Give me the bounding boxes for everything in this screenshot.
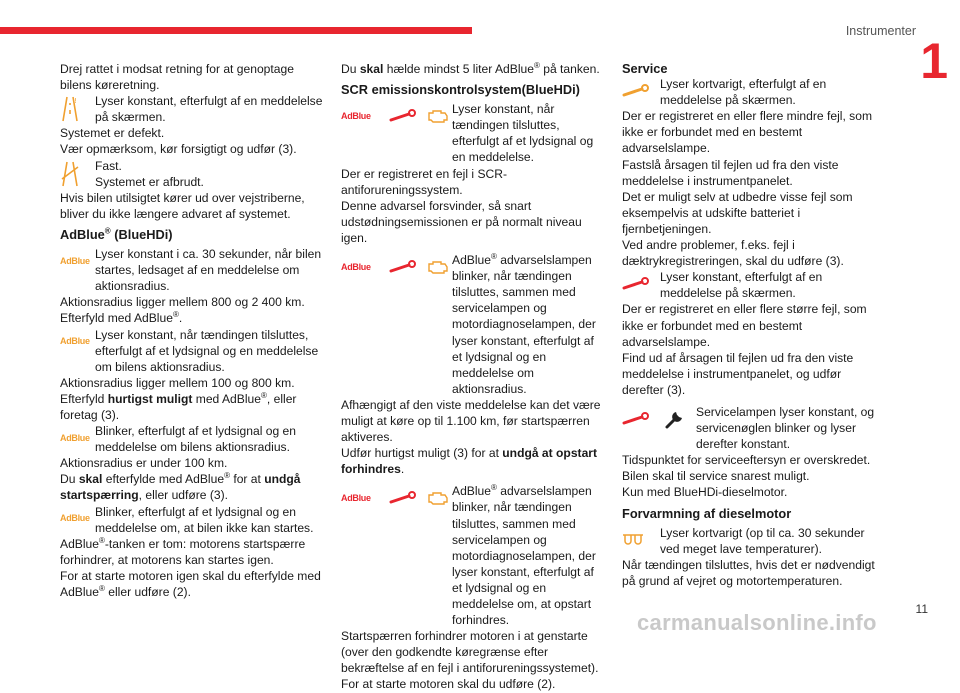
paragraph: Drej rattet i modsat retning for at genoptage bilens køreretning. [60, 62, 294, 93]
paragraph: Lyser konstant i ca. 30 sekunder, når bilen startes, ledsaget af en meddelelse om aktionsradius. [95, 247, 322, 294]
wrench-icon [389, 109, 419, 123]
paragraph: Lyser konstant, efterfulgt af en meddelelse på skærmen. [95, 94, 323, 125]
paragraph: For at starte motoren igen skal du efterfylde med AdBlue® eller udføre (2). [60, 568, 321, 599]
wrench-icon [389, 491, 419, 505]
paragraph: Systemet er afbrudt. [95, 174, 204, 189]
paragraph: Aktionsradius er under 100 km. [60, 456, 228, 471]
warning-row [622, 404, 884, 452]
paragraph: Fast. [95, 158, 122, 173]
column-2 [341, 61, 606, 693]
paragraph: Hvis bilen utilsigtet kører ud over vejstriberne, bliver du ikke længere advaret af systemet. [60, 190, 305, 221]
paragraph: Lyser konstant, efterfulgt af en meddelelse på skærmen. [660, 270, 823, 301]
warning-row [60, 327, 326, 375]
warning-row [622, 76, 884, 108]
paragraph: Der er registreret en fejl i SCR-antiforureningssystem. [341, 166, 507, 197]
warning-row [341, 101, 606, 165]
paragraph: Aktionsradius ligger mellem 100 og 800 km. [60, 375, 295, 390]
paragraph: Når tændingen tilsluttes, hvis det er nødvendigt på grund af vejret og motortemperaturen. [622, 557, 875, 588]
paragraph: Du skal hælde mindst 5 liter AdBlue® på tanken. [341, 60, 600, 76]
spanner-icon [664, 408, 686, 430]
warning-row [622, 269, 884, 301]
lane-departure-off-icon [60, 158, 80, 188]
paragraph: Aktionsradius ligger mellem 800 og 2 400 km. [60, 295, 305, 310]
column-1 [60, 61, 326, 600]
service-icon-group [622, 404, 686, 434]
service-wrench-icon [622, 269, 652, 299]
paragraph: Ved andre problemer, f.eks. fejl i dæktrykregistreringen, skal du udføre (3). [622, 238, 844, 269]
engine-icon [427, 259, 449, 275]
paragraph: Startspærren forhindrer motoren i at genstarte (over den godkendte køregrænse efter bekræftelse af en fejl i antiforureningssystemet). [341, 629, 599, 676]
engine-icon [427, 490, 449, 506]
adblue-icon: AdBlue [341, 261, 371, 272]
scr-icon-group [341, 101, 449, 131]
wrench-icon [389, 260, 419, 274]
watermark: carmanualsonline.info [637, 610, 877, 635]
page-number: 11 [915, 602, 928, 616]
paragraph: Du skal efterfylde med AdBlue® for at undgå startspærring, eller udføre (3). [60, 471, 301, 503]
adblue-icon: AdBlue [341, 111, 371, 122]
adblue-icon: AdBlue [60, 433, 90, 444]
paragraph: Der er registreret en eller flere mindre fejl, som ikke er forbundet med en bestemt advarselslampe. [622, 109, 873, 156]
warning-row [60, 158, 326, 190]
paragraph: Der er registreret en eller flere større fejl, som ikke er forbundet med en bestemt advarselslampe. [622, 302, 867, 349]
paragraph: Lyser konstant, når tændingen tilsluttes, efterfulgt af et lydsignal og en meddelelse om bilens aktionsradius. [95, 327, 319, 374]
paragraph: Find ud af årsagen til fejlen ud fra den viste meddelelse i instrumentpanelet, og udfør derefter (3). [622, 350, 854, 397]
paragraph: Det er muligt selv at udbedre visse fejl som eksempelvis at udskifte batteriet i fjernbetjeningen. [622, 189, 853, 236]
paragraph: AdBlue®-tanken er tom: motorens startspærre forhindrer, at motorens kan startes igen. [60, 535, 306, 567]
paragraph: Kun med BlueHDi-dieselmotor. [622, 485, 788, 500]
column-3 [622, 61, 884, 589]
section-heading: AdBlue® (BlueHDi) [60, 226, 173, 242]
warning-row [60, 423, 326, 455]
paragraph: Lyser kortvarigt (op til ca. 30 sekunder ved meget lave temperaturer). [660, 525, 865, 556]
glow-plug-icon [622, 525, 644, 555]
warning-row [341, 483, 606, 628]
paragraph: Servicelampen lyser konstant, og servicenøglen blinker og lyser derefter konstant. [696, 404, 875, 452]
paragraph: Fastslå årsagen til fejlen ud fra den viste meddelelse i instrumentpanelet. [622, 157, 839, 188]
warning-row [60, 504, 326, 536]
section-heading: Service [622, 61, 668, 76]
engine-icon [427, 108, 449, 124]
paragraph: Bilen skal til service snarest muligt. [622, 469, 810, 484]
paragraph: AdBlue® advarselslampen blinker, når tændingen tilsluttes, sammen med servicelampen og motordiagnoselampen, der lyser konstant, efterfulgt af et lydsignal og en meddelelse om aktionsradius. [452, 252, 596, 396]
header-accent-bar [0, 27, 472, 34]
adblue-icon: AdBlue [60, 336, 90, 347]
svg-text:!: ! [74, 97, 77, 106]
paragraph: Systemet er defekt. [60, 126, 165, 141]
section-title: Instrumenter [845, 24, 916, 38]
warning-row [60, 246, 326, 294]
paragraph: Efterfyld med AdBlue®. [60, 310, 183, 326]
paragraph: Udfør hurtigst muligt (3) for at undgå at opstart forhindres. [341, 446, 598, 477]
paragraph: Lyser konstant, når tændingen tilsluttes, efterfulgt af et lydsignal og en meddelelse. [452, 102, 594, 165]
lane-departure-icon [60, 93, 80, 123]
paragraph: AdBlue® advarselslampen blinker, når tændingen tilsluttes, sammen med servicelampen og motordiagnoselampen, der lyser konstant, efterfulgt af et lydsignal og en meddelelse om, at opstart forhindres. [452, 483, 596, 628]
warning-row [60, 93, 326, 125]
service-wrench-icon [622, 76, 652, 106]
chapter-number: 1 [920, 33, 948, 89]
adblue-icon: AdBlue [60, 513, 90, 524]
paragraph: Vær opmærksom, kør forsigtigt og udfør (3). [60, 142, 297, 157]
paragraph: Efterfyld hurtigst muligt med AdBlue®, eller foretag (3). [60, 390, 297, 422]
adblue-icon: AdBlue [341, 493, 371, 504]
paragraph: Blinker, efterfulgt af et lydsignal og en meddelelse om bilens aktionsradius. [95, 424, 297, 455]
paragraph: Afhængigt af den viste meddelelse kan det være muligt at køre op til 1.100 km, før startspærren aktiveres. [341, 397, 601, 445]
paragraph: For at starte motoren skal du udføre (2). [341, 677, 556, 692]
section-heading: Forvarmning af dieselmotor [622, 505, 792, 521]
warning-row [622, 525, 884, 557]
scr-icon-group [341, 252, 449, 282]
section-heading: SCR emissionskontrolsystem(BlueHDi) [341, 82, 580, 98]
adblue-icon: AdBlue [60, 255, 90, 266]
paragraph: Lyser kortvarigt, efterfulgt af en meddelelse på skærmen. [660, 77, 827, 108]
paragraph: Tidspunktet for serviceeftersyn er overskredet. [622, 453, 871, 468]
scr-icon-group [341, 483, 449, 513]
paragraph: Blinker, efterfulgt af et lydsignal og en meddelelse om, at bilen ikke kan startes. [95, 504, 314, 535]
service-wrench-icon [622, 412, 652, 426]
warning-row [341, 252, 606, 397]
paragraph: Denne advarsel forsvinder, så snart udstødningsemissionen er på normalt niveau igen. [341, 198, 582, 245]
